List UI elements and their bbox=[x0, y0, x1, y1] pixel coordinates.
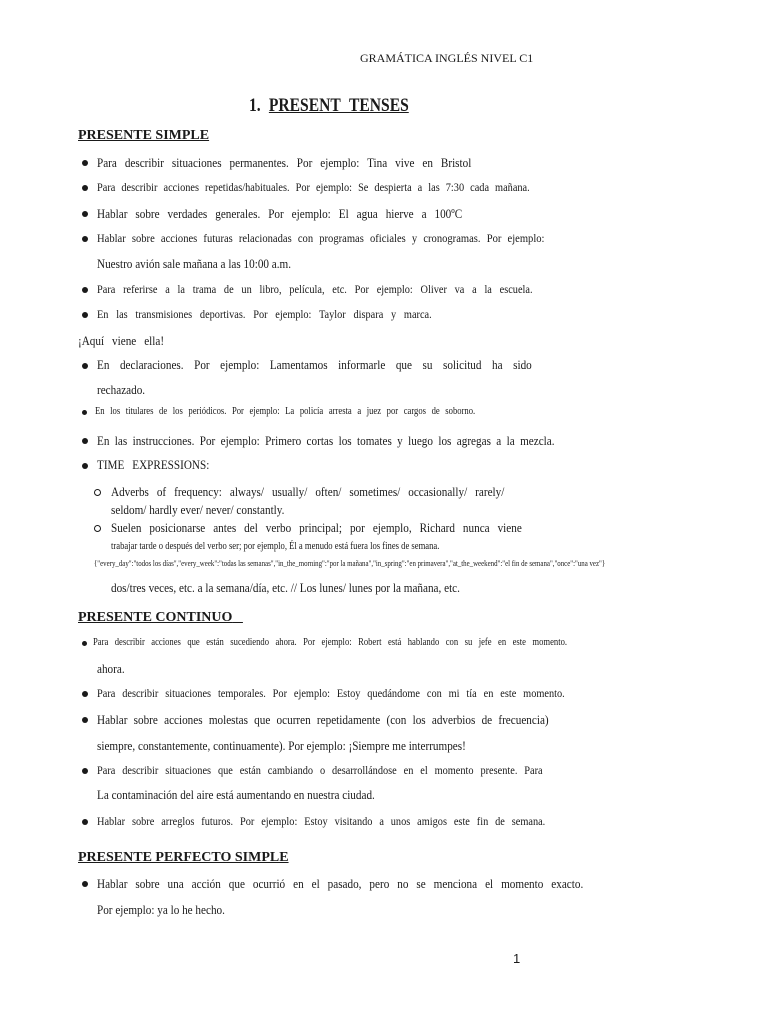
sub-list-item-continuation: trabajar tarde o después del verbo ser; por ejemplo, Él a menudo está fuera los fines de semana. bbox=[111, 541, 440, 552]
bullet-icon bbox=[82, 438, 88, 444]
sub-list-item: Adverbs of frequency: always/ usually/ often/ sometimes/ occasionally/ rarely/ bbox=[111, 484, 505, 499]
bullet-icon bbox=[82, 463, 88, 469]
list-item: Para describir acciones que están sucediendo ahora. Por ejemplo: Robert está hablando con su jefe en este momento. bbox=[93, 637, 568, 648]
bullet-icon bbox=[82, 819, 88, 825]
document-header: GRAMÁTICA INGLÉS NIVEL C1 bbox=[360, 51, 534, 65]
list-item-continuation: siempre, constantemente, continuamente). Por ejemplo: ¡Siempre me interrumpes! bbox=[97, 738, 466, 753]
bullet-icon bbox=[82, 641, 87, 646]
page-number: 1 bbox=[513, 951, 521, 966]
list-item: Para describir acciones repetidas/habituales. Por ejemplo: Se despierta a las 7:30 cada mañana. bbox=[97, 180, 530, 194]
list-item-continuation: La contaminación del aire está aumentando en nuestra ciudad. bbox=[97, 787, 375, 802]
list-item: En los titulares de los periódicos. Por ejemplo: La policía arresta a juez por cargos de soborno. bbox=[95, 406, 476, 417]
section-heading-presente-perfecto: PRESENTE PERFECTO SIMPLE bbox=[78, 850, 289, 865]
sub-list-item-continuation: seldom/ hardly ever/ never/ constantly. bbox=[111, 502, 285, 517]
bullet-icon bbox=[82, 768, 88, 774]
time-expressions-dictionary: {"every_day":"todos los días","every_week":"todas las semanas","in_the_morning":"por la mañana","in_spring":"en primavera","at_the_weekend":"el fin de semana","once":"una vez"} bbox=[94, 559, 606, 568]
list-item-continuation: Nuestro avión sale mañana a las 10:00 a.m. bbox=[97, 256, 292, 271]
chapter-title-text: PRESENT TENSES bbox=[268, 95, 409, 116]
time-expressions-heading: TIME EXPRESSIONS: bbox=[97, 457, 210, 472]
section-heading-presente-continuo: PRESENTE CONTINUO bbox=[78, 610, 233, 625]
list-item: Para describir situaciones permanentes. Por ejemplo: Tina vive en Bristol bbox=[97, 155, 472, 170]
list-item: Hablar sobre una acción que ocurrió en el pasado, pero no se menciona el momento exacto. bbox=[97, 876, 584, 891]
chapter-number: 1. bbox=[249, 95, 261, 116]
list-item: En declaraciones. Por ejemplo: Lamentamos informarle que su solicitud ha sido bbox=[97, 357, 532, 372]
list-item: Para referirse a la trama de un libro, película, etc. Por ejemplo: Oliver va a la escuela. bbox=[97, 282, 533, 296]
list-item: Hablar sobre arreglos futuros. Por ejemplo: Estoy visitando a unos amigos este fin de semana. bbox=[97, 814, 546, 828]
chapter-title bbox=[249, 95, 409, 117]
list-item: En las transmisiones deportivas. Por ejemplo: Taylor dispara y marca. bbox=[97, 307, 432, 321]
list-item: Hablar sobre acciones futuras relacionadas con programas oficiales y cronogramas. Por ejemplo: bbox=[97, 231, 545, 245]
bullet-icon bbox=[82, 363, 88, 369]
bullet-icon bbox=[82, 211, 88, 217]
bullet-icon bbox=[82, 717, 88, 723]
list-item: Para describir situaciones que están cambiando o desarrollándose en el momento presente. Para bbox=[97, 763, 543, 777]
section-heading-presente-simple: PRESENTE SIMPLE bbox=[78, 128, 210, 143]
bullet-icon bbox=[82, 312, 88, 318]
bullet-icon bbox=[82, 410, 87, 415]
list-item-continuation: Por ejemplo: ya lo he hecho. bbox=[97, 902, 225, 917]
bullet-icon bbox=[82, 160, 88, 166]
list-item: Hablar sobre acciones molestas que ocurren repetidamente (con los adverbios de frecuencia) bbox=[97, 712, 549, 727]
bullet-icon bbox=[82, 236, 88, 242]
sub-list-item: Suelen posicionarse antes del verbo principal; por ejemplo, Richard nunca viene bbox=[111, 520, 522, 535]
bullet-icon bbox=[82, 287, 88, 293]
sub-bullet-icon bbox=[94, 489, 101, 496]
list-item: Hablar sobre verdades generales. Por ejemplo: El agua hierve a 100ºC bbox=[97, 206, 463, 221]
list-item-continuation: ahora. bbox=[97, 661, 125, 676]
sub-list-item-continuation: dos/tres veces, etc. a la semana/día, etc. // Los lunes/ lunes por la mañana, etc. bbox=[111, 580, 460, 595]
list-item-continuation: rechazado. bbox=[97, 382, 146, 397]
list-item: Para describir situaciones temporales. Por ejemplo: Estoy quedándome con mi tía en este momento. bbox=[97, 686, 565, 700]
list-item: En las instrucciones. Por ejemplo: Primero cortas los tomates y luego los agregas a la mezcla. bbox=[97, 433, 555, 448]
exclamation-line: ¡Aquí viene ella! bbox=[78, 333, 165, 348]
bullet-icon bbox=[82, 691, 88, 697]
bullet-icon bbox=[82, 185, 88, 191]
sub-bullet-icon bbox=[94, 525, 101, 532]
bullet-icon bbox=[82, 881, 88, 887]
